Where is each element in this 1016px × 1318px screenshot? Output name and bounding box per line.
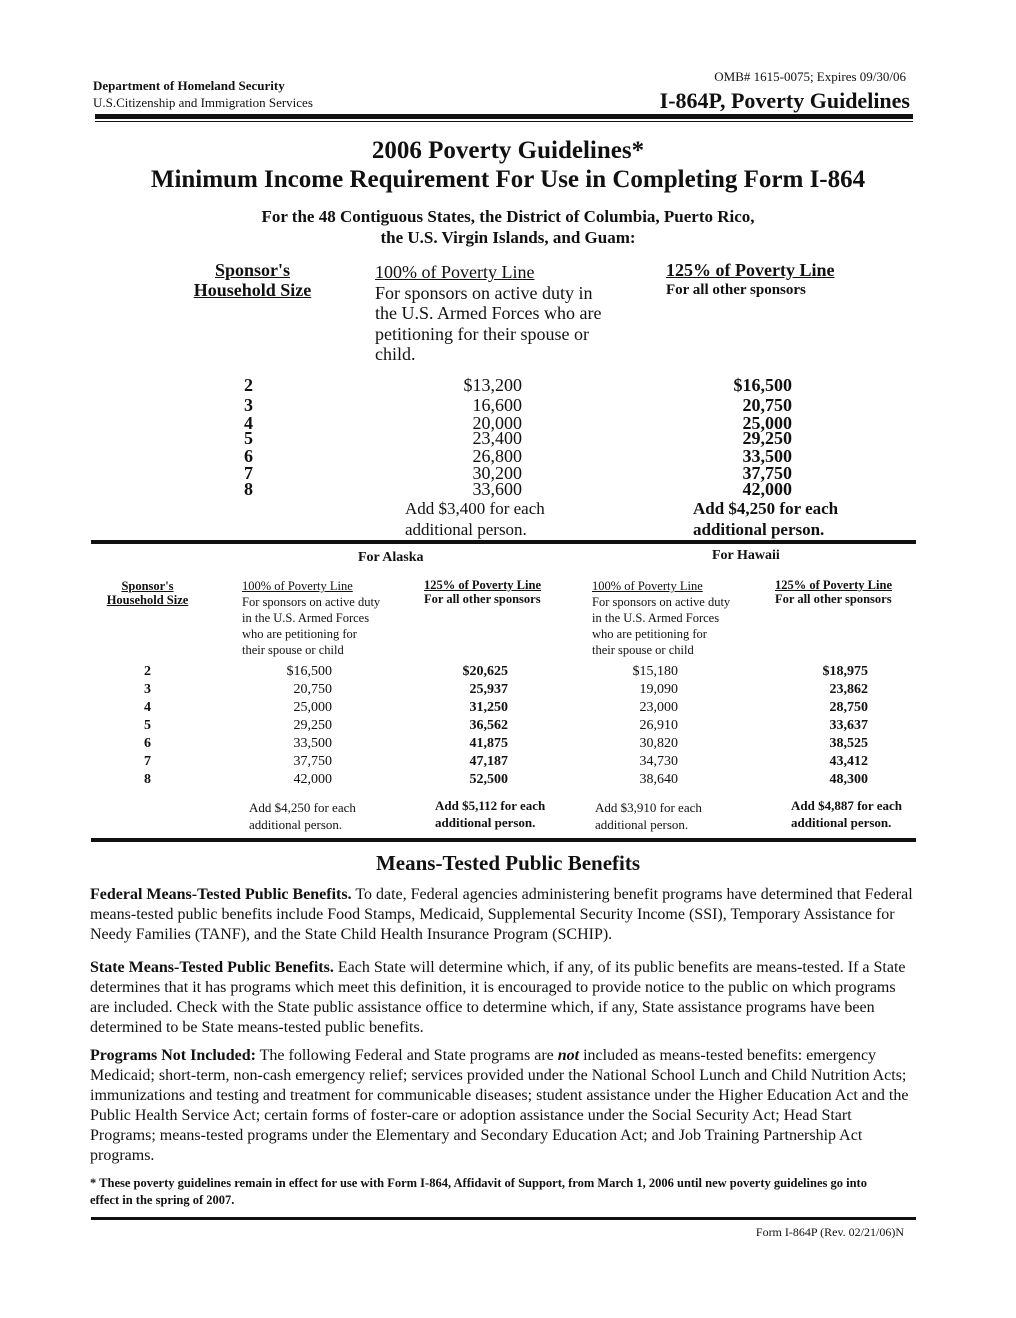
alaska-income-100: 25,000 [293, 700, 332, 715]
hawaii-col-100-desc-2: in the U.S. Armed Forces [592, 611, 720, 625]
hawaii-income-125: 43,412 [829, 754, 868, 769]
hawaii-income-100: 23,000 [639, 700, 678, 715]
hawaii-income-125: 28,750 [829, 700, 868, 715]
alaska-col-100-desc-2: in the U.S. Armed Forces [242, 611, 370, 625]
hawaii-income-100: 34,730 [639, 754, 678, 769]
alaska-income-125: 31,250 [469, 700, 508, 715]
alaska-income-125: 47,187 [469, 754, 508, 769]
alaska-income-100: 20,750 [293, 682, 332, 697]
header-rule [95, 114, 913, 119]
alaska-heading: For Alaska [358, 550, 424, 565]
programs-not-included-text-b: included as means-tested benefits: emergency Medicaid; short-term, non-cash emergency relief; services provided under the National School Lunch and Child Nutrition Acts; immunizations and testing and treatment for communicable diseases; student assistance under the Higher Education Act and the Public Health Service Act; certain forms of foster-care or adoption assistance under the Social Security Act; Head Start Programs; means-tested programs under the Elementary and Secondary Education Act; and Job Training Partnership Act programs. [90, 1047, 909, 1164]
alaska-add-100-line1: Add $4,250 for each [249, 800, 356, 815]
states-col-size-line1: Sponsor's [121, 579, 174, 593]
page-subtitle: Minimum Income Requirement For Use in Completing Form I-864 [150, 166, 866, 193]
main-add-100-line1: Add $3,400 for each [405, 499, 545, 518]
alaska-col-125-title: 125% of Poverty Line [424, 578, 541, 592]
alaska-col-125-header [424, 578, 541, 606]
household-size: 5 [144, 718, 151, 733]
income-100: $13,200 [463, 375, 522, 395]
alaska-income-125: 41,875 [469, 736, 508, 751]
household-size: 4 [244, 413, 253, 433]
hawaii-income-125: 23,862 [829, 682, 868, 697]
state-benefits-text: Each State will determine which, if any, of its public benefits are means-tested. If a State determines that it has programs which meet this definition, it is encouraged to provide notice to the public on which programs are included. Check with the State public assistance office to determine which, if any, State assistance programs have been determined to be State means-tested public benefits. [90, 959, 906, 1036]
alaska-income-100: 42,000 [293, 772, 332, 787]
hawaii-income-100: 38,640 [639, 772, 678, 787]
alaska-col-100-desc-1: For sponsors on active duty [242, 595, 381, 609]
main-col-size-header [190, 260, 315, 300]
alaska-income-100: 29,250 [293, 718, 332, 733]
footnote: * These poverty guidelines remain in effect for use with Form I-864, Affidavit of Support, from March 1, 2006 until new poverty guidelines go into effect in the spring of 2007. [90, 1176, 867, 1207]
income-100: 33,600 [472, 479, 522, 499]
main-add-125-line2: additional person. [693, 520, 825, 539]
main-col-125-header [666, 260, 834, 300]
household-size: 6 [144, 736, 151, 751]
household-size: 3 [244, 395, 253, 415]
alaska-col-100-desc-4: their spouse or child [242, 643, 344, 657]
household-size: 2 [144, 664, 151, 679]
hawaii-income-100: $15,180 [632, 664, 678, 679]
main-col-100-header [375, 262, 615, 365]
section-divider [91, 838, 916, 842]
hawaii-add-125-line2: additional person. [791, 815, 892, 830]
income-125: 37,750 [742, 463, 792, 483]
federal-benefits-paragraph [90, 885, 918, 945]
alaska-add-125-line2: additional person. [435, 815, 536, 830]
states-col-size-line2: Household Size [106, 593, 189, 607]
income-125: 20,750 [742, 395, 792, 415]
hawaii-income-125: 48,300 [829, 772, 868, 787]
hawaii-col-100-desc-1: For sponsors on active duty [592, 595, 731, 609]
section-divider [91, 540, 916, 544]
alaska-add-100-note [249, 799, 356, 833]
federal-benefits-text: To date, Federal agencies administering benefit programs have determined that Federal means-tested public benefits include Food Stamps, Medicaid, Supplemental Security Income (SSI), Temporary Assistance for Needy Families (TANF), and the State Child Health Insurance Program (SCHIP). [90, 886, 913, 943]
alaska-col-100-header [242, 578, 412, 658]
household-size: 7 [244, 463, 253, 483]
hawaii-add-100-line2: additional person. [595, 817, 689, 832]
alaska-add-125-note [435, 797, 545, 831]
alaska-income-125: 36,562 [469, 718, 508, 733]
main-add-100-note [405, 498, 545, 540]
main-col-size-line2: Household Size [193, 280, 312, 300]
main-add-100-line2: additional person. [405, 520, 527, 539]
hawaii-add-125-line1: Add $4,887 for each [791, 798, 902, 813]
not-emphasis: not [557, 1047, 580, 1064]
footer-rule [91, 1217, 916, 1220]
hawaii-add-125-note [791, 797, 902, 831]
form-revision: Form I-864P (Rev. 02/21/06)N [755, 1225, 904, 1239]
hawaii-income-100: 26,910 [639, 718, 678, 733]
state-benefits-paragraph [90, 958, 918, 1038]
hawaii-col-100-header [592, 578, 762, 658]
hawaii-col-125-desc: For all other sponsors [775, 592, 892, 606]
main-col-size-line1: Sponsor's [214, 260, 291, 280]
federal-benefits-label: Federal Means-Tested Public Benefits. [90, 886, 352, 903]
department-name: Department of Homeland Security [93, 78, 285, 93]
income-100: 30,200 [472, 463, 522, 483]
programs-not-included-paragraph [90, 1046, 918, 1166]
form-title: I-864P, Poverty Guidelines [659, 88, 910, 113]
income-125: 29,250 [742, 428, 792, 448]
main-add-125-note [693, 498, 838, 540]
hawaii-income-125: 33,637 [829, 718, 868, 733]
alaska-income-125: 52,500 [469, 772, 508, 787]
programs-not-included-text-a: The following Federal and State programs are [255, 1047, 558, 1064]
income-100: 20,000 [472, 413, 522, 433]
income-125: $16,500 [733, 375, 792, 395]
alaska-income-100: 33,500 [293, 736, 332, 751]
household-size: 7 [144, 754, 151, 769]
income-125: 33,500 [742, 446, 792, 466]
header-rule-thin [95, 121, 913, 122]
income-100: 26,800 [472, 446, 522, 466]
hawaii-add-100-note [595, 799, 702, 833]
hawaii-col-100-title: 100% of Poverty Line [592, 579, 703, 593]
alaska-add-100-line2: additional person. [249, 817, 343, 832]
income-125: 42,000 [742, 479, 792, 499]
income-125: 25,000 [742, 413, 792, 433]
main-add-125-line1: Add $4,250 for each [693, 499, 839, 518]
household-size: 4 [144, 700, 151, 715]
hawaii-income-125: 38,525 [829, 736, 868, 751]
hawaii-income-100: 19,090 [639, 682, 678, 697]
alaska-col-100-title: 100% of Poverty Line [242, 579, 353, 593]
main-col-100-desc: For sponsors on active duty in the U.S. Armed Forces who are petitioning for their spouse or child. [375, 282, 602, 364]
region-heading-line2: the U.S. Virgin Islands, and Guam: [380, 228, 636, 247]
household-size: 8 [244, 479, 253, 499]
main-col-125-desc: For all other sponsors [666, 282, 806, 298]
omb-number: OMB# 1615-0075; Expires 09/30/06 [714, 69, 906, 84]
household-size: 8 [144, 772, 151, 787]
programs-not-included-label: Programs Not Included: [90, 1047, 256, 1064]
hawaii-add-100-line1: Add $3,910 for each [595, 800, 702, 815]
household-size: 5 [244, 428, 253, 448]
alaska-col-125-desc: For all other sponsors [424, 592, 541, 606]
agency-name: U.S.Citizenship and Immigration Services [93, 95, 313, 110]
alaska-add-125-line1: Add $5,112 for each [435, 798, 546, 813]
main-col-100-title: 100% of Poverty Line [375, 262, 535, 282]
region-heading-line1: For the 48 Contiguous States, the District of Columbia, Puerto Rico, [261, 207, 755, 226]
alaska-col-100-desc-3: who are petitioning for [242, 627, 357, 641]
hawaii-income-100: 30,820 [639, 736, 678, 751]
alaska-income-125: 25,937 [469, 682, 508, 697]
hawaii-col-125-title: 125% of Poverty Line [775, 578, 892, 592]
states-col-size-header [100, 579, 195, 607]
state-benefits-label: State Means-Tested Public Benefits. [90, 959, 334, 976]
means-tested-title: Means-Tested Public Benefits [375, 851, 641, 875]
alaska-income-100: 37,750 [293, 754, 332, 769]
income-100: 16,600 [472, 395, 522, 415]
alaska-income-125: $20,625 [462, 664, 508, 679]
main-col-125-title: 125% of Poverty Line [666, 260, 835, 280]
hawaii-income-125: $18,975 [822, 664, 868, 679]
income-100: 23,400 [472, 428, 522, 448]
page-title: 2006 Poverty Guidelines* [371, 137, 645, 164]
alaska-income-100: $16,500 [286, 664, 332, 679]
household-size: 3 [144, 682, 151, 697]
household-size: 2 [244, 375, 253, 395]
household-size: 6 [244, 446, 253, 466]
hawaii-col-100-desc-3: who are petitioning for [592, 627, 707, 641]
hawaii-heading: For Hawaii [712, 548, 780, 563]
hawaii-col-125-header [775, 578, 892, 606]
hawaii-col-100-desc-4: their spouse or child [592, 643, 694, 657]
